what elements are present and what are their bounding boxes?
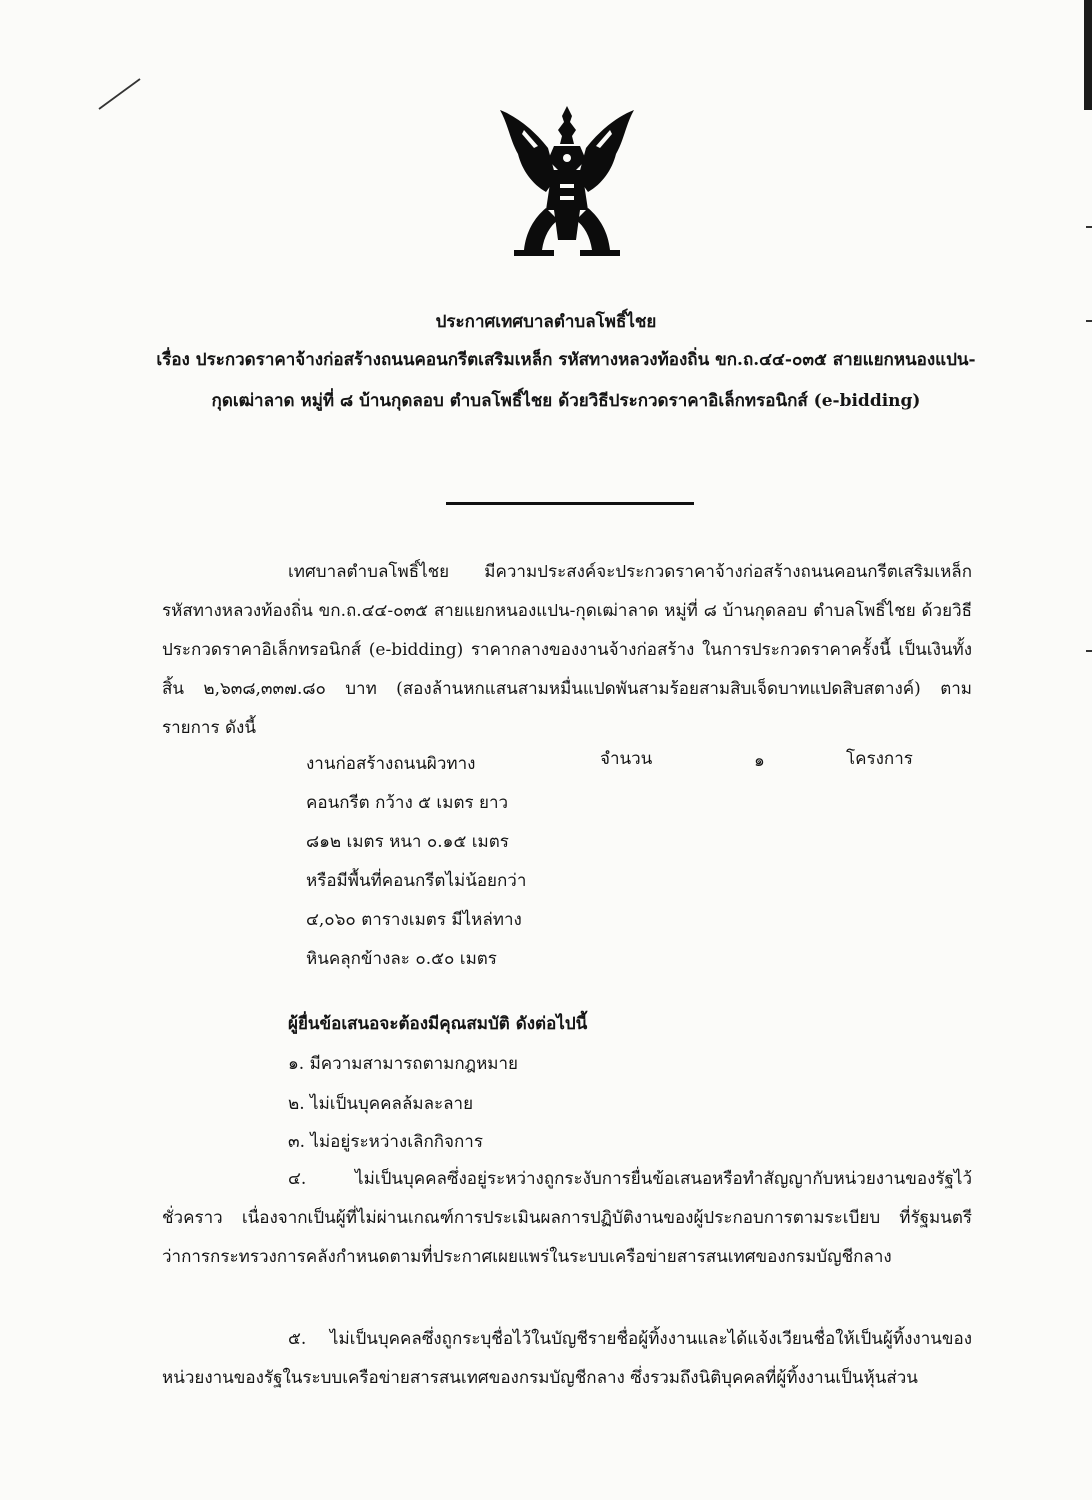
qualification-item: ๔. ไม่เป็นบุคคลซึ่งอยู่ระหว่างถูกระงับการยื่นข้อเสนอหรือทำสัญญากับหน่วยงานของรัฐไว้ชั่วคราว เนื่องจากเป็นผู้ที่ไม่ผ่านเกณฑ์การประเมินผลการปฏิบัติงานของผู้ประกอบการตามระเบียบ ที่รัฐมนตรีว่าการกระทรวงการคลังกำหนดตามที่ประกาศเผยแพร่ในระบบเครือข่ายสารสนเทศของกรมบัญชีกลาง: [162, 1169, 972, 1267]
announcement-title: ประกาศเทศบาลตำบลโพธิ์ไชย: [435, 312, 657, 332]
qualification-item: ๑. มีความสามารถตามกฎหมาย: [288, 1054, 518, 1074]
work-item-line: หรือมีพื้นที่คอนกรีตไม่น้อยกว่า: [306, 871, 527, 891]
garuda-emblem-icon: [494, 100, 640, 262]
quantity-value: ๑: [754, 751, 765, 771]
work-item-line: ๘๑๒ เมตร หนา ๐.๑๕ เมตร: [306, 832, 509, 852]
work-item-line: งานก่อสร้างถนนผิวทาง: [306, 754, 476, 774]
quantity-unit: โครงการ: [846, 749, 913, 769]
qualifications-heading: ผู้ยื่นข้อเสนอจะต้องมีคุณสมบัติ ดังต่อไปนี้: [288, 1014, 588, 1034]
work-item-line: ๔,๐๖๐ ตารางเมตร มีไหล่ทาง: [306, 910, 522, 930]
scan-edge-mark: [1086, 226, 1092, 228]
title-divider: [446, 502, 694, 505]
pen-mark-icon: [96, 76, 146, 112]
intro-paragraph: เทศบาลตำบลโพธิ์ไชย มีความประสงค์จะประกวดราคาจ้างก่อสร้างถนนคอนกรีตเสริมเหล็ก รหัสทางหลวงท้องถิ่น ขก.ถ.๔๔-๐๓๕ สายแยกหนองแปน-กุดเฒ่าลาด หมู่ที่ ๘ บ้านกุดลอบ ตำบลโพธิ์ไชย ด้วยวิธีประกวดราคาอิเล็กทรอนิกส์ (e-bidding) ราคากลางของงานจ้างก่อสร้าง ในการประกวดราคาครั้งนี้ เป็นเงินทั้งสิ้น ๒,๖๓๘,๓๓๗.๘๐ บาท (สองล้านหกแสนสามหมื่นแปดพันสามร้อยสามสิบเจ็ดบาทแปดสิบสตางค์) ตามรายการ ดังนี้: [162, 562, 972, 738]
work-item-line: หินคลุกข้างละ ๐.๕๐ เมตร: [306, 949, 497, 969]
work-item-description: [306, 745, 526, 979]
quantity-label: จำนวน: [600, 749, 653, 769]
scan-edge-shadow: [1084, 0, 1092, 110]
announcement-subject: เรื่อง ประกวดราคาจ้างก่อสร้างถนนคอนกรีตเสริมเหล็ก รหัสทางหลวงท้องถิ่น ขก.ถ.๔๔-๐๓๕ สายแยกหนองแปน-กุดเฒ่าลาด หมู่ที่ ๘ บ้านกุดลอบ ตำบลโพธิ์ไชย ด้วยวิธีประกวดราคาอิเล็กทรอนิกส์ (e-bidding): [156, 350, 976, 411]
qualification-item: ๓. ไม่อยู่ระหว่างเลิกกิจการ: [288, 1132, 483, 1152]
qualification-item: ๒. ไม่เป็นบุคคลล้มละลาย: [288, 1094, 474, 1114]
qualification-item: ๕. ไม่เป็นบุคคลซึ่งถูกระบุชื่อไว้ในบัญชีรายชื่อผู้ทิ้งงานและได้แจ้งเวียนชื่อให้เป็นผู้ทิ้งงานของหน่วยงานของรัฐในระบบเครือข่ายสารสนเทศของกรมบัญชีกลาง ซึ่งรวมถึงนิติบุคคลที่ผู้ทิ้งงานเป็นหุ้นส่วน: [162, 1329, 972, 1388]
scan-edge-mark: [1086, 650, 1092, 652]
scan-edge-mark: [1086, 320, 1092, 322]
work-item-line: คอนกรีต กว้าง ๕ เมตร ยาว: [306, 793, 509, 813]
